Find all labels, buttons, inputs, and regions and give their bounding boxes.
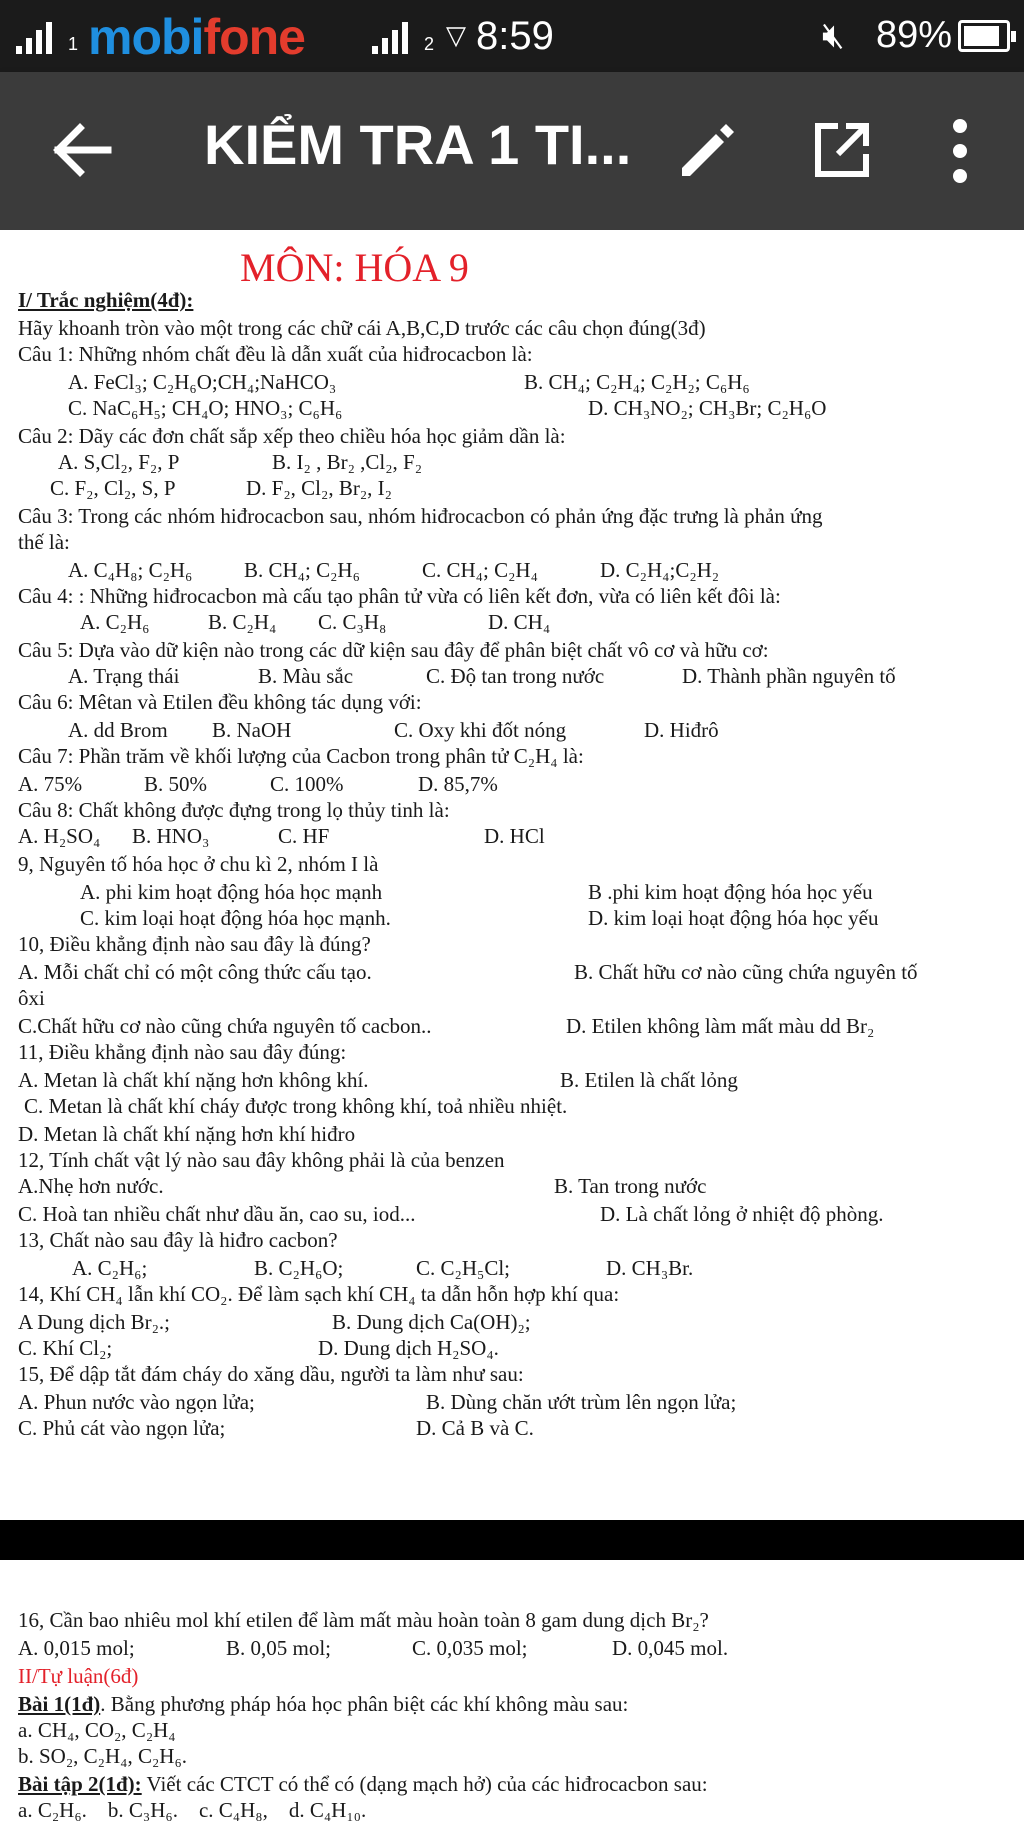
answer-option: D. C₂H₄;C₂H₂ xyxy=(600,558,720,582)
answer-option: D. kim loại hoạt động hóa học yếu xyxy=(588,906,879,930)
answer-option: B. Màu sắc xyxy=(258,664,354,688)
document-page[interactable] xyxy=(0,230,1024,1520)
question-text: Câu 6: Mêtan và Etilen đều không tác dụng với: xyxy=(18,690,422,714)
answer-option: D. CH₃Br. xyxy=(606,1256,694,1280)
answer-option: A. C₄H₈; C₂H₆ xyxy=(68,558,193,582)
signal-icon xyxy=(16,22,52,54)
answer-option: C. Khí Cl₂; xyxy=(18,1336,113,1360)
exercise-2-text: Viết các CTCT có thể có (dạng mạch hở) của các hiđrocacbon sau: xyxy=(141,1772,708,1796)
answer-option: C. F₂, Cl₂, S, P xyxy=(50,476,176,500)
question-text: 10, Điều khẳng định nào sau đây là đúng? xyxy=(18,932,371,956)
answer-option: D. Dung dịch H₂SO₄. xyxy=(318,1336,499,1360)
answer-option: D. Thành phần nguyên tố xyxy=(682,664,896,688)
question-text: 13, Chất nào sau đây là hiđro cacbon? xyxy=(18,1228,338,1252)
question-text: 9, Nguyên tố hóa học ở chu kì 2, nhóm I là xyxy=(18,852,379,876)
answer-option: B. Tan trong nước xyxy=(554,1174,707,1198)
wifi-icon: ▽ xyxy=(446,20,466,50)
answer-option: C. Phủ cát vào ngọn lửa; xyxy=(18,1416,226,1440)
exercise-1 xyxy=(18,1694,628,1715)
answer-option: C. 100% xyxy=(270,772,344,796)
answer-option: D. Cả B và C. xyxy=(416,1416,534,1440)
answer-option: C. NaC₆H₅; CH₄O; HNO₃; C₆H₆ xyxy=(68,396,343,420)
exercise-1-text: . Bằng phương pháp hóa học phân biệt các khí không màu sau: xyxy=(100,1692,629,1716)
answer-option: A. Phun nước vào ngọn lửa; xyxy=(18,1390,255,1414)
answer-option: C. Độ tan trong nước xyxy=(426,664,605,688)
answer-option: D. CH₃NO₂; CH₃Br; C₂H₆O xyxy=(588,396,827,420)
document-page-2[interactable] xyxy=(0,1560,1024,1820)
edit-pencil-icon[interactable] xyxy=(676,118,740,182)
open-external-icon[interactable] xyxy=(812,120,872,180)
battery-icon xyxy=(958,20,1010,52)
exercise-1-label: Bài 1(1đ) xyxy=(18,1692,101,1716)
answer-option: C. HF xyxy=(278,824,330,848)
sim1-label: 1 xyxy=(68,34,79,54)
page-separator xyxy=(0,1520,1024,1560)
doc-heading: MÔN: HÓA 9 xyxy=(240,245,469,290)
signal-icon-2 xyxy=(372,22,408,54)
app-toolbar xyxy=(0,72,1024,230)
answer-option: C. kim loại hoạt động hóa học mạnh. xyxy=(80,906,391,930)
question-text: 12, Tính chất vật lý nào sau đây không phải là của benzen xyxy=(18,1148,505,1172)
answer-option: D. F₂, Cl₂, Br₂, I₂ xyxy=(246,476,392,500)
answer-option: A. S,Cl₂, F₂, P xyxy=(58,450,180,474)
question-text: Câu 7: Phần trăm về khối lượng của Cacbon trong phân tử C₂H₄ là: xyxy=(18,744,584,768)
answer-option: A. FeCl₃; C₂H₆O;CH₄;NaHCO₃ xyxy=(68,370,337,394)
exercise-2-label: Bài tập 2(1đ): xyxy=(18,1772,142,1796)
answer-option: B. Etilen là chất lỏng xyxy=(560,1068,738,1092)
answer-option: A Dung dịch Br₂.; xyxy=(18,1310,170,1334)
answer-option: A. C₂H₆ xyxy=(80,610,150,634)
clock: 8:59 xyxy=(476,14,554,58)
exercise-item: a. C₂H₆. b. C₃H₆. c. C₄H₈, d. C₄H₁₀. xyxy=(18,1798,367,1822)
answer-option: A. Metan là chất khí nặng hơn không khí. xyxy=(18,1068,369,1092)
status-bar xyxy=(0,0,1024,72)
answer-option: A. dd Brom xyxy=(68,718,168,742)
sim2-label: 2 xyxy=(424,34,435,54)
answer-option: C. Hoà tan nhiều chất như dầu ăn, cao su, iod... xyxy=(18,1202,416,1226)
answer-option: B. 50% xyxy=(144,772,207,796)
answer-option: B. CH₄; C₂H₄; C₂H₂; C₆H₆ xyxy=(524,370,750,394)
answer-option: D. CH₄ xyxy=(488,610,551,634)
answer-option: C. C₂H₅Cl; xyxy=(416,1256,510,1280)
answer-option-cont: ôxi xyxy=(18,986,45,1010)
answer-option: A. 75% xyxy=(18,772,83,796)
answer-option: C. CH₄; C₂H₄ xyxy=(422,558,538,582)
answer-option: D. Là chất lỏng ở nhiệt độ phòng. xyxy=(600,1202,884,1226)
answer-option: A. Trạng thái xyxy=(68,664,180,688)
mute-icon: 🔇︎ xyxy=(822,14,845,55)
answer-option: B. HNO₃ xyxy=(132,824,210,848)
more-options-icon[interactable] xyxy=(948,118,972,184)
answer-option: B. C₂H₄ xyxy=(208,610,277,634)
answer-option: D. Etilen không làm mất màu dd Br₂ xyxy=(566,1014,875,1038)
question-text: Câu 3: Trong các nhóm hiđrocacbon sau, nhóm hiđrocacbon có phản ứng đặc trưng là phản ứng xyxy=(18,504,823,528)
exercise-item: b. SO₂, C₂H₄, C₂H₆. xyxy=(18,1744,188,1768)
answer-option: A. 0,015 mol; xyxy=(18,1636,135,1660)
answer-option: B. CH₄; C₂H₆ xyxy=(244,558,360,582)
question-text: 11, Điều khẳng định nào sau đây đúng: xyxy=(18,1040,347,1064)
answer-option: D. 0,045 mol. xyxy=(612,1636,729,1660)
question-text: Câu 2: Dãy các đơn chất sắp xếp theo chiều hóa học giảm dần là: xyxy=(18,424,566,448)
question-text: 15, Để dập tắt đám cháy do xăng dầu, người ta làm như sau: xyxy=(18,1362,524,1386)
answer-option: B. NaOH xyxy=(212,718,292,742)
answer-option: D. Metan là chất khí nặng hơn khí hiđro xyxy=(18,1122,356,1146)
answer-option: B. Chất hữu cơ nào cũng chứa nguyên tố xyxy=(574,960,918,984)
question-text: Câu 1: Những nhóm chất đều là dẫn xuất của hiđrocacbon là: xyxy=(18,342,533,366)
answer-option: C.Chất hữu cơ nào cũng chứa nguyên tố cacbon.. xyxy=(18,1014,432,1038)
battery-percent: 89% xyxy=(876,14,953,56)
answer-option: A. phi kim hoạt động hóa học mạnh xyxy=(80,880,383,904)
answer-option: C. C₃H₈ xyxy=(318,610,387,634)
answer-option: A. H₂SO₄ xyxy=(18,824,101,848)
section-title-2: II/Tự luận(6đ) xyxy=(18,1664,139,1688)
answer-option: D. HCl xyxy=(484,824,545,848)
exercise-item: a. CH₄, CO₂, C₂H₄ xyxy=(18,1718,176,1742)
answer-option: B. Dung dịch Ca(OH)₂; xyxy=(332,1310,531,1334)
answer-option: B .phi kim hoạt động hóa học yếu xyxy=(588,880,873,904)
question-text: Câu 8: Chất không được đựng trong lọ thủy tinh là: xyxy=(18,798,450,822)
section-title: I/ Trắc nghiệm(4đ): xyxy=(18,288,194,312)
question-text-cont: thế là: xyxy=(18,530,70,554)
answer-option: A.Nhẹ hơn nước. xyxy=(18,1174,164,1198)
question-text: Câu 4: : Những hiđrocacbon mà cấu tạo phân tử vừa có liên kết đơn, vừa có liên kết đôi là: xyxy=(18,584,781,608)
exercise-2 xyxy=(18,1774,708,1795)
carrier-logo: mobifone xyxy=(88,9,305,65)
question-text: 16, Cần bao nhiêu mol khí etilen để làm mất màu hoàn toàn 8 gam dung dịch Br₂? xyxy=(18,1608,709,1632)
battery-fill xyxy=(964,26,999,46)
answer-option: D. Hiđrô xyxy=(644,718,719,742)
answer-option: C. Oxy khi đốt nóng xyxy=(394,718,567,742)
answer-option: B. I₂ , Br₂ ,Cl₂, F₂ xyxy=(272,450,423,474)
answer-option: C. Metan là chất khí cháy được trong không khí, toả nhiều nhiệt. xyxy=(24,1094,568,1118)
answer-option: C. 0,035 mol; xyxy=(412,1636,528,1660)
answer-option: D. 85,7% xyxy=(418,772,498,796)
answer-option: A. Mỗi chất chỉ có một công thức cấu tạo. xyxy=(18,960,372,984)
answer-option: B. Dùng chăn ướt trùm lên ngọn lửa; xyxy=(426,1390,737,1414)
answer-option: A. C₂H₆; xyxy=(72,1256,148,1280)
instruction: Hãy khoanh tròn vào một trong các chữ cái A,B,C,D trước các câu chọn đúng(3đ) xyxy=(18,316,706,340)
question-text: Câu 5: Dựa vào dữ kiện nào trong các dữ kiện sau đây để phân biệt chất vô cơ và hữu cơ: xyxy=(18,638,769,662)
document-title: KIỂM TRA 1 TI... xyxy=(204,113,632,176)
back-arrow-icon[interactable] xyxy=(50,122,114,178)
answer-option: B. 0,05 mol; xyxy=(226,1636,332,1660)
answer-option: B. C₂H₆O; xyxy=(254,1256,344,1280)
question-text: 14, Khí CH₄ lẫn khí CO₂. Để làm sạch khí CH₄ ta dẫn hỗn hợp khí qua: xyxy=(18,1282,620,1306)
